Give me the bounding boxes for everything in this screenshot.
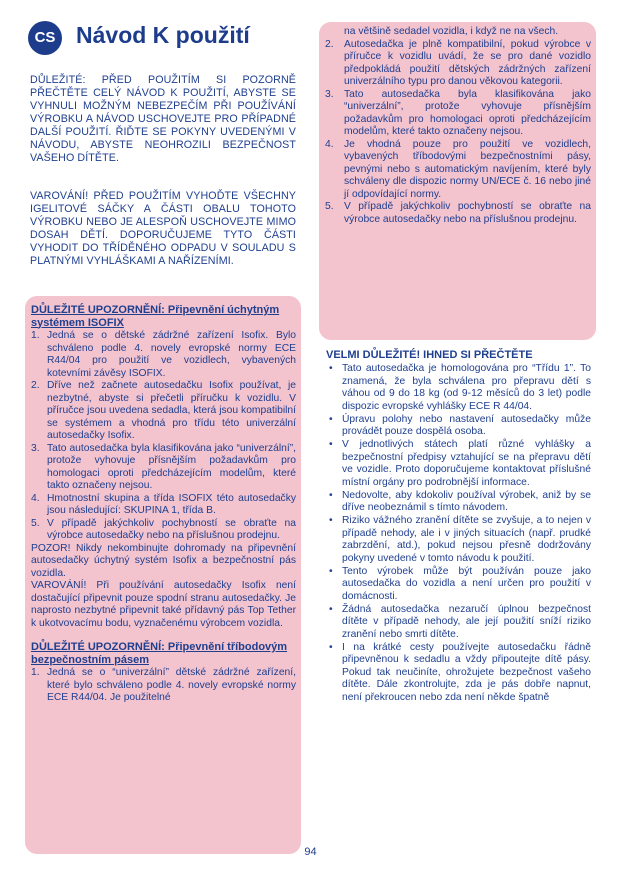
list-item: 2. Autosedačka je plně kompatibilní, pokud výrobce v příručce k vozidlu uvádí, že se pro dané vozidlo předpokládá použití dětských zádržných zařízení univerzálního typu pro danou věkovou kategorii. <box>325 38 591 87</box>
belt-warning-box-continued <box>319 22 596 340</box>
page-title: Návod K použití <box>76 22 250 48</box>
packaging-warning: VAROVÁNÍ! PŘED POUŽITÍM VYHOĎTE VŠECHNY IGELITOVÉ SÁČKY A ČÁSTI OBALU TOHOTO VÝROBKU NEBO JE ALESPOŇ USCHOVEJTE MIMO DOSAH DĚTÍ. DOPORUČUJEME TYTO ČÁSTI VYHODIT DO TŘÍDĚNÉHO ODPADU V SOULADU S PLATNÝMI VYHLÁŠKAMI A NAŘÍZENÍMI. <box>30 190 296 267</box>
isofix-caution: POZOR! Nikdy nekombinujte dohromady na připevnění autosedačky úchytný systém Isofix a bezpečnostní pás vozidla. <box>31 542 296 579</box>
important-notice: DŮLEŽITÉ: PŘED POUŽITÍM SI POZORNĚ PŘEČTĚTE CELÝ NÁVOD K POUŽITÍ, ABYSTE SE VYHNULI MOŽNÝM NEBEZPEČÍM PŘI POUŽÍVÁNÍ VÝROBKU A NÁVOD USCHOVEJTE PRO PŘÍPADNÉ DALŠÍ POUŽITÍ. ŘIĎTE SE POKYNY UVEDENÝMI V NÁVODU, ABYSTE NEOHROZILI BEZPEČNOST VAŠEHO DÍTĚTE. <box>30 74 296 164</box>
list-item: • Úpravu polohy nebo nastavení autosedačky může provádět pouze dospělá osoba. <box>329 413 591 437</box>
list-item: • I na krátké cesty používejte autosedačku řádně připevněnou k sedadlu a vždy připoutejte dítě pásy. Pokud tak neučiníte, ohrožujete bezpečnost vašeho dítěte. Dále zkontrolujte, zda je pás dobře napnut, není překroucen nebo zda není někde špatně <box>329 641 591 703</box>
list-item: • Riziko vážného zranění dítěte se zvyšuje, a to nejen v případě nehody, ale i v jiných situacích (např. prudké zabrzdění, atd.), pokud nejsou přesně dodržovány pokyny uvedené v tomto návodu k použití. <box>329 515 591 564</box>
list-item: • Tento výrobek může být používán pouze jako autosedačka do vozidla a není určen pro použití v domácnosti. <box>329 565 591 602</box>
belt-list-continued <box>325 39 591 227</box>
isofix-top-tether-warning: VAROVÁNÍ! Při používání autosedačky Isofix není dostačující připevnit pouze spodní stranu autosedačky. Je naprosto nezbytné připevnit také přídavný pás Top Tether k ukotvovacímu bodu, vyznačenému výrobcem vozidla. <box>31 580 296 629</box>
list-item: • Žádná autosedačka nezaručí úplnou bezpečnost dítěte v případě nehody, ale její použití sníží riziko zranění nebo smrti dítěte. <box>329 603 591 640</box>
list-item: 4. Hmotnostní skupina a třída ISOFIX této autosedačky jsou následující: SKUPINA 1, třída B. <box>31 492 296 516</box>
list-item: • V jednotlivých státech platí různé vyhlášky a bezpečnostní předpisy vztahující se na přepravu dětí ve vozidle. Proto doporučujeme kontaktovat příslušné místní orgány pro podrobnější informace. <box>329 439 591 488</box>
list-item: 5. V případě jakýchkoliv pochybností se obraťte na výrobce autosedačky nebo na příslušnou prodejnu. <box>31 517 296 541</box>
list-item: 5. V případě jakýchkoliv pochybností se obraťte na výrobce autosedačky nebo na příslušnou prodejnu. <box>325 201 591 225</box>
page-number: 94 <box>304 846 317 858</box>
list-item: • Tato autosedačka je homologována pro “Třídu 1”. To znamená, že byla schválena pro přepravu dětí s váhou od 9 do 18 kg (od 9-12 měsíců do 3 let) podle dispozic evropské vyhlášky ECE R 44/04. <box>329 363 591 412</box>
isofix-list <box>31 330 296 543</box>
list-item: 3. Tato autosedačka byla klasifikována jako “univerzální”, protože vyhovuje přísnějším požadavkům pro homologaci oproti předcházejícím modelům, které takto označeny nejsou. <box>325 88 591 137</box>
list-item: 4. Je vhodná pouze pro použití ve vozidlech, vybavených tříbodovými bezpečnostními pásy, pevnými nebo s automatickým navíjením, které byly schváleny dle dispozic normy UN/ECE č. 16 nebo jiné jí odpovídající normy. <box>325 138 591 200</box>
isofix-warning-box <box>25 296 301 854</box>
list-item: 2. Dříve než začnete autosedačku Isofix používat, je nezbytné, abyste si přečetli příručku k vozidlu. V příručce jsou uvedena sedadla, která jsou kompatibilní se systémem a vhodná pro třídu této univerzální autosedačky Isofix. <box>31 380 296 441</box>
belt-heading: DŮLEŽITÉ UPOZORNĚNÍ: Připevnění tříbodovým bezpečnostním pásem <box>31 641 288 666</box>
very-important-list <box>326 363 591 705</box>
belt-list <box>31 667 296 705</box>
list-item: 1. Jedná se o dětské zádržné zařízení Isofix. Bylo schváleno podle 4. novely evropské normy ECE R44/04 pro použití ve vozidlech, vybavených kotevními závěsy ISOFIX. <box>31 330 296 379</box>
belt-item-continuation: na většině sedadel vozidla, i když ne na všech. <box>344 26 559 37</box>
list-item: 3. Tato autosedačka byla klasifikována jako “univerzální”, protože vyhovuje přísnějším požadavkům pro homologaci oproti předcházejícím modelům, které takto označeny nejsou. <box>31 442 296 491</box>
very-important-heading: VELMI DŮLEŽITÉ! IHNED SI PŘEČTĚTE <box>326 349 533 361</box>
list-item: • Nedovolte, aby kdokoliv používal výrobek, aniž by se dříve neobeznámil s tímto návodem. <box>329 489 591 513</box>
isofix-heading: DŮLEŽITÉ UPOZORNĚNÍ: Připevnění úchytným systémem ISOFIX <box>31 304 280 329</box>
language-badge: CS <box>28 21 62 55</box>
list-item: 1. Jedná se o “univerzální” dětské zádržné zařízení, které bylo schváleno podle 4. novely evropské normy ECE R44/04. Je použitelné <box>31 667 296 703</box>
